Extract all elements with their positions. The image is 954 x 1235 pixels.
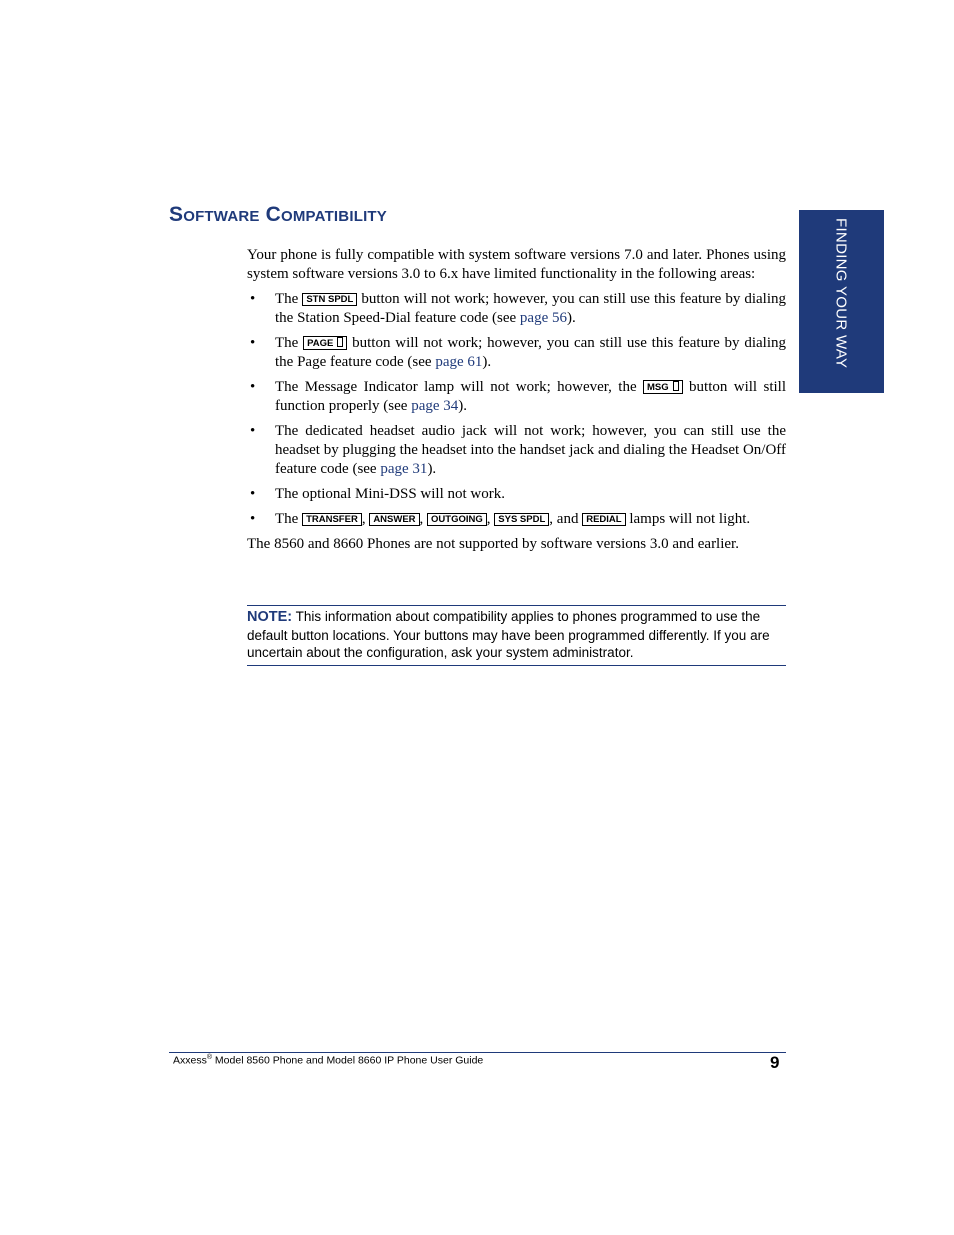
section-body xyxy=(247,246,786,554)
stn-spdl-key: STN SPDL xyxy=(302,293,357,306)
answer-key: ANSWER xyxy=(369,513,419,526)
redial-key: REDIAL xyxy=(582,513,625,526)
chapter-side-tab-label: FINDING YOUR WAY xyxy=(832,218,850,369)
chapter-side-tab xyxy=(799,210,884,393)
list-item: • The PAGE button will not work; however, you can still use this feature by dialing the Page feature code (see page 61). xyxy=(250,335,786,370)
limitations-list xyxy=(247,290,786,529)
bullet-icon: • xyxy=(250,423,256,439)
outgoing-key: OUTGOING xyxy=(427,513,487,526)
page-link[interactable]: page 61 xyxy=(435,354,483,370)
list-item: • The Message Indicator lamp will not work; however, the MSG button will still function properly (see page 34). xyxy=(250,379,786,414)
bullet-icon: • xyxy=(250,379,256,395)
list-item: • The TRANSFER , ANSWER , OUTGOING , SYS SPDL , and REDIAL lamps will not light. xyxy=(250,511,751,527)
list-item: • The dedicated headset audio jack will not work; however, you can still use the headset by plugging the headset into the handset jack and dialing the Headset On/Off feature code (see page 31). xyxy=(250,423,786,477)
section-title: Software Compatibility xyxy=(169,203,388,226)
bullet-icon: • xyxy=(250,486,256,502)
intro-paragraph: Your phone is fully compatible with system software versions 7.0 and later. Phones using system software versions 3.0 to 6.x have limited functionality in the following areas: xyxy=(247,247,786,282)
closing-paragraph: The 8560 and 8660 Phones are not supported by software versions 3.0 and earlier. xyxy=(247,536,739,552)
footer-divider xyxy=(169,1052,786,1053)
note-label: NOTE: xyxy=(247,609,293,625)
footer-guide-title: Axxess® Model 8560 Phone and Model 8660 IP Phone User Guide xyxy=(173,1054,484,1067)
lamp-icon xyxy=(673,381,679,391)
list-item: • The optional Mini-DSS will not work. xyxy=(250,486,505,502)
page-number: 9 xyxy=(770,1053,780,1072)
page-link[interactable]: page 31 xyxy=(380,461,428,477)
bullet-icon: • xyxy=(250,291,256,307)
lamp-icon xyxy=(337,337,343,347)
transfer-key: TRANSFER xyxy=(302,513,362,526)
sys-spdl-key: SYS SPDL xyxy=(494,513,549,526)
page-link[interactable]: page 56 xyxy=(519,310,567,326)
bullet-icon: • xyxy=(250,335,256,351)
page-link[interactable]: page 34 xyxy=(411,398,459,414)
note-box xyxy=(247,605,786,666)
note-text: This information about compatibility applies to phones programmed to use the default button locations. Your buttons may have been programmed differently. If you are uncertain about the configuration, ask your system administrator. xyxy=(247,609,770,660)
bullet-icon: • xyxy=(250,511,256,527)
list-item: • The STN SPDL button will not work; however, you can still use this feature by dialing the Station Speed-Dial feature code (see page 56). xyxy=(250,291,786,326)
page-key: PAGE xyxy=(303,336,347,350)
msg-key: MSG xyxy=(643,380,683,394)
